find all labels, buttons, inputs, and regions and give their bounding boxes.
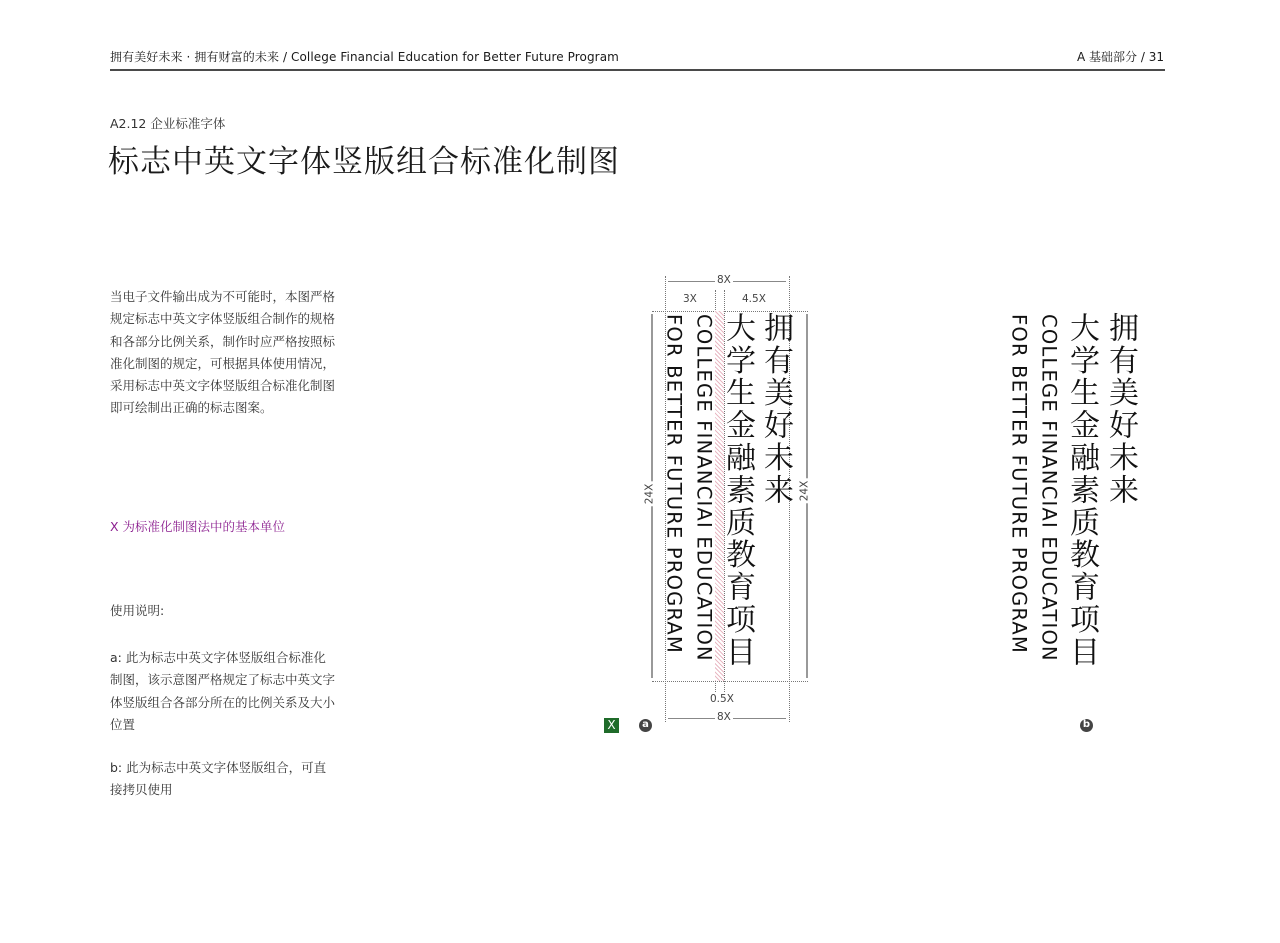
usage-item-b bbox=[110, 757, 355, 802]
usage-a-line: a: 此为标志中英文字体竖版组合标准化 bbox=[110, 650, 326, 665]
diagram-a-label: a bbox=[639, 719, 652, 732]
logo-b-en-line2: FOR BETTER FUTURE PROGRAM bbox=[1007, 314, 1031, 654]
section-number: A2.12 企业标准字体 bbox=[110, 116, 226, 131]
logo-cn-line2: 大学生金融素质教育项目 bbox=[720, 312, 755, 669]
description-line: 规定标志中英文字体竖版组合制作的规格 bbox=[110, 311, 336, 327]
dim-top-right: 4.5X bbox=[742, 293, 766, 305]
frame-bottom-guide bbox=[652, 681, 808, 682]
dim-bottom-gap: 0.5X bbox=[710, 693, 734, 705]
dim-right-height: 24X bbox=[798, 480, 811, 502]
usage-a-line: 制图，该示意图严格规定了标志中英文字 bbox=[110, 672, 336, 688]
usage-item-a bbox=[110, 647, 355, 736]
usage-b-line: 接拷贝使用 bbox=[110, 782, 173, 798]
logo-b-cn-line2: 大学生金融素质教育项目 bbox=[1064, 312, 1099, 669]
description-line: 当电子文件输出成为不可能时，本图严格 bbox=[110, 289, 336, 304]
usage-b-line: b: 此为标志中英文字体竖版组合，可直 bbox=[110, 760, 327, 775]
page-title: 标志中英文字体竖版组合标准化制图 bbox=[108, 144, 620, 180]
description-line: 即可绘制出正确的标志图案。 bbox=[110, 400, 273, 416]
logo-b-cn-line1: 拥有美好未来 bbox=[1103, 312, 1138, 507]
logo-en-line2: FOR BETTER FUTURE PROGRAM bbox=[662, 314, 686, 654]
header-title: 拥有美好未来 · 拥有财富的未来 / College Financial Education for Better Future Program bbox=[110, 50, 619, 64]
usage-heading-text: 使用说明: bbox=[110, 603, 165, 618]
dim-top-total: 8X bbox=[717, 274, 731, 286]
description-line: 和各部分比例关系，制作时应严格按照标 bbox=[110, 333, 336, 349]
usage-a-line: 位置 bbox=[110, 716, 136, 732]
logo-en-line1: COLLEGE FINANCIAI EDUCATION bbox=[692, 314, 716, 662]
usage-heading bbox=[110, 600, 355, 622]
logo-b-en-line1: COLLEGE FINANCIAI EDUCATION bbox=[1037, 314, 1061, 662]
header-divider bbox=[110, 69, 1165, 71]
unit-x-badge: X bbox=[604, 718, 619, 733]
dim-bottom-total: 8X bbox=[717, 711, 731, 723]
dim-left-height: 24X bbox=[643, 483, 656, 505]
description-paragraph bbox=[110, 286, 355, 420]
description-line: 采用标志中英文字体竖版组合标准化制图 bbox=[110, 378, 336, 394]
logo-cn-line1: 拥有美好未来 bbox=[758, 312, 793, 507]
header-page-indicator: A 基础部分 / 31 bbox=[1077, 50, 1164, 64]
unit-note: X 为标准化制图法中的基本单位 bbox=[110, 519, 286, 534]
dim-top-left: 3X bbox=[683, 293, 697, 305]
usage-a-line: 体竖版组合各部分所在的比例关系及大小 bbox=[110, 694, 336, 710]
description-line: 准化制图的规定，可根据具体使用情况， bbox=[110, 355, 336, 371]
diagram-b-label: b bbox=[1080, 719, 1093, 732]
